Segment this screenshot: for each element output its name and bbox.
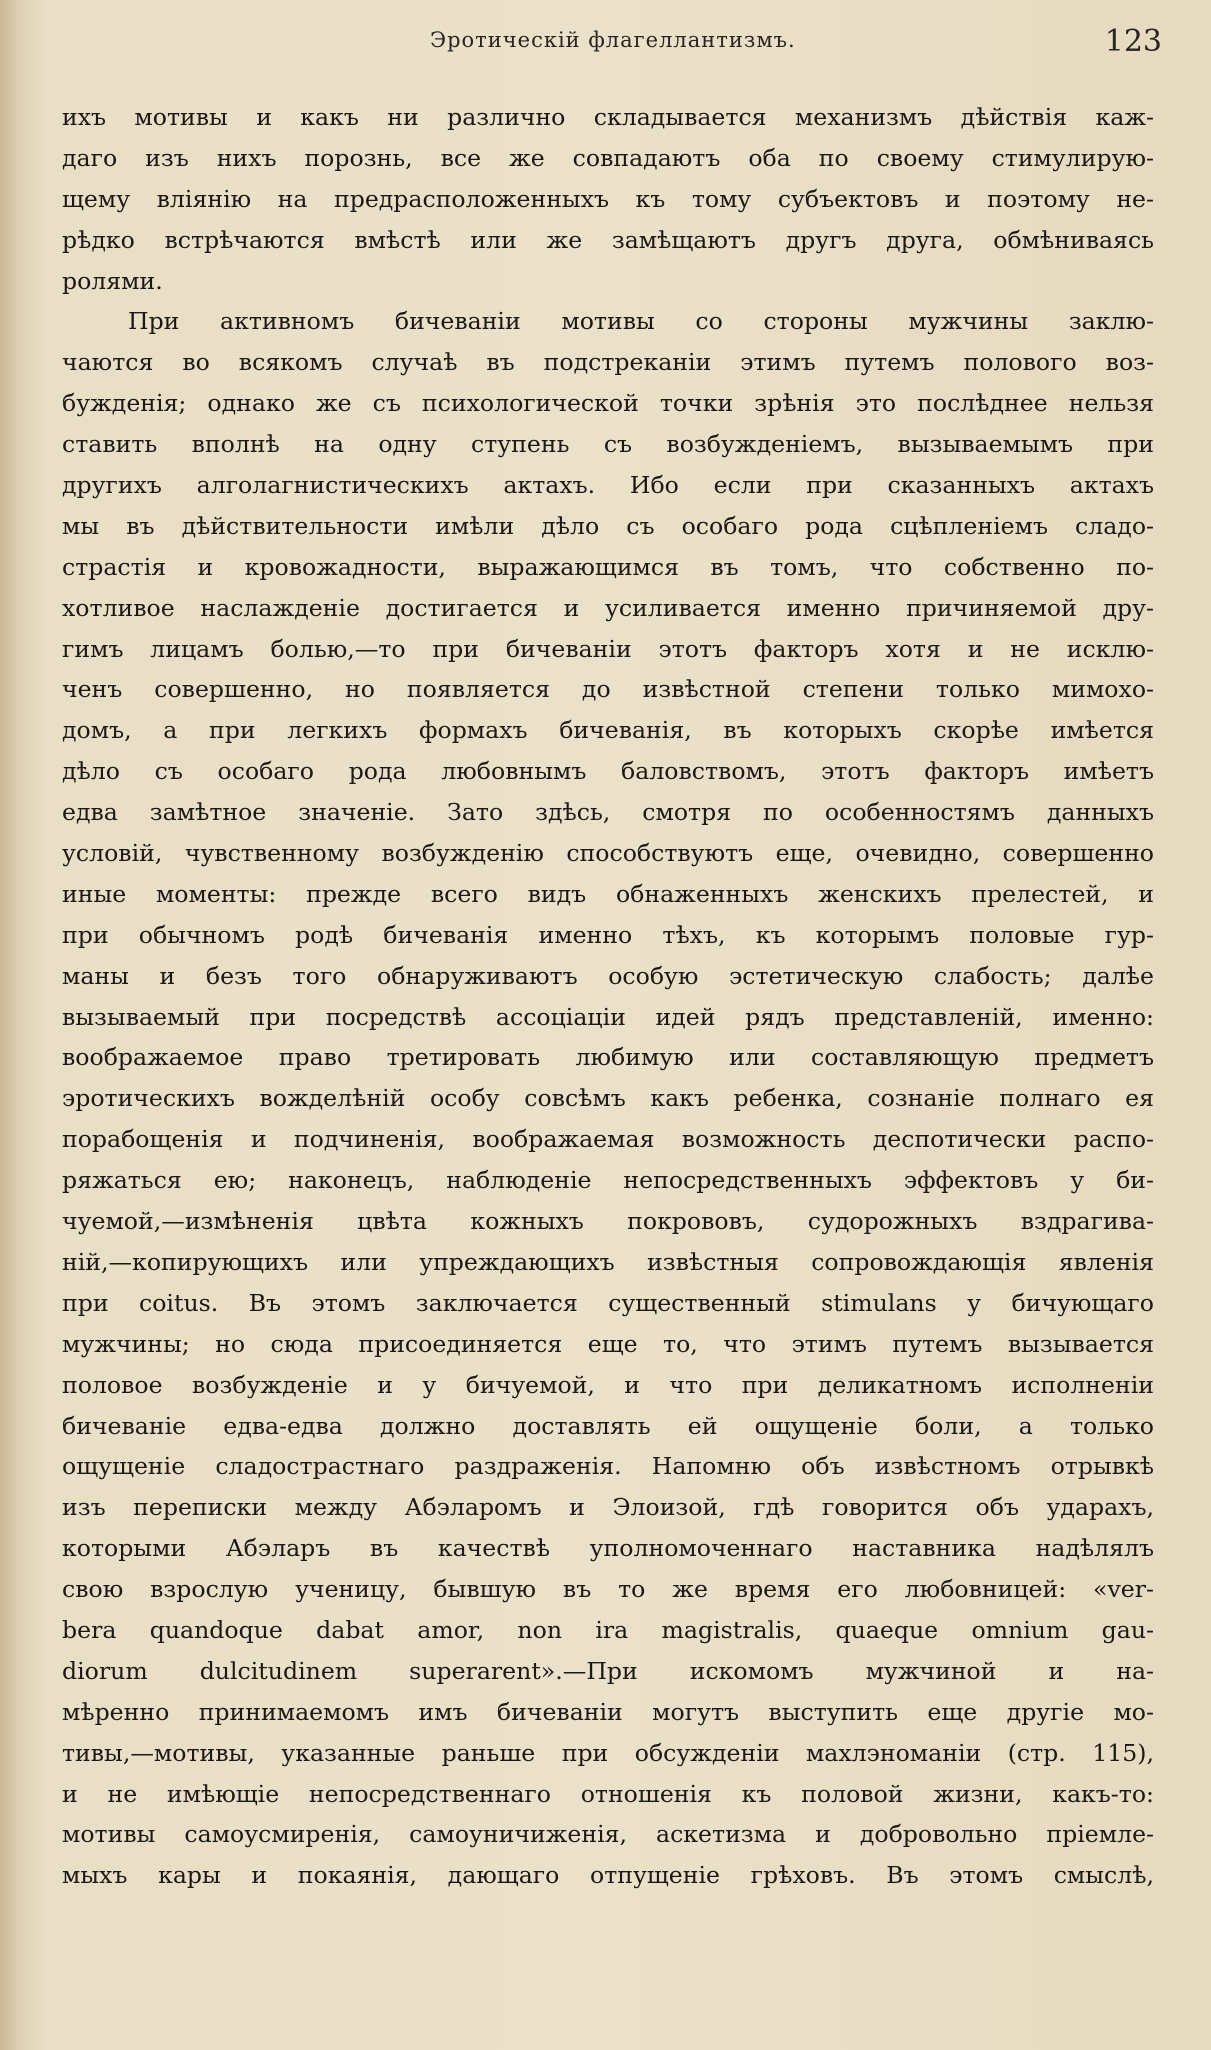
- text-line: едва замѣтное значеніе. Зато здѣсь, смотря по особенностямъ данныхъ: [62, 798, 1154, 827]
- body-text: [62, 97, 1154, 1896]
- text-line: ролями.: [62, 266, 163, 295]
- text-line: мыхъ кары и покаянія, дающаго отпущеніе грѣховъ. Въ этомъ смыслѣ,: [62, 1861, 1154, 1890]
- page-header: [60, 24, 1170, 64]
- text-line: изъ переписки между Абэларомъ и Элоизой, гдѣ говорится объ ударахъ,: [62, 1493, 1154, 1522]
- text-line: рѣдко встрѣчаются вмѣстѣ или же замѣщаютъ другъ друга, обмѣниваясь: [62, 225, 1154, 254]
- text-line: иные моменты: прежде всего видъ обнаженныхъ женскихъ прелестей, и: [62, 879, 1154, 908]
- text-line: чуемой,—измѣненія цвѣта кожныхъ покрововъ, судорожныхъ вздрагива-: [62, 1207, 1154, 1236]
- text-line: ставить вполнѣ на одну ступень съ возбужденіемъ, вызываемымъ при: [62, 430, 1154, 459]
- text-line: половое возбужденіе и у бичуемой, и что при деликатномъ исполненіи: [62, 1370, 1154, 1399]
- text-line: страстія и кровожадности, выражающимся въ томъ, что собственно по-: [62, 552, 1154, 581]
- text-line: другихъ алголагнистическихъ актахъ. Ибо если при сказанныхъ актахъ: [62, 471, 1154, 500]
- text-line: ощущеніе сладострастнаго раздраженія. Напомню объ извѣстномъ отрывкѣ: [62, 1452, 1154, 1481]
- text-line: При активномъ бичеваніи мотивы со стороны мужчины заклю-: [128, 307, 1154, 336]
- text-line: даго изъ нихъ порознь, все же совпадаютъ оба по своему стимулирую-: [62, 143, 1154, 172]
- text-line: мужчины; но сюда присоединяется еще то, что этимъ путемъ вызывается: [62, 1329, 1154, 1358]
- text-line: эротическихъ вожделѣній особу совсѣмъ какъ ребенка, сознаніе полнаго ея: [62, 1084, 1154, 1113]
- text-line: порабощенія и подчиненія, воображаемая возможность деспотически распо-: [62, 1125, 1154, 1154]
- page-number: 123: [1104, 24, 1162, 59]
- text-line: которыми Абэларъ въ качествѣ уполномоченнаго наставника надѣлялъ: [62, 1534, 1154, 1563]
- text-line: хотливое наслажденіе достигается и усиливается именно причиняемой дру-: [62, 593, 1154, 622]
- text-line: ній,—копирующихъ или упреждающихъ извѣстныя сопровождающія явленія: [62, 1247, 1154, 1276]
- text-line: свою взрослую ученицу, бывшую въ то же время его любовницей: «ver-: [62, 1575, 1154, 1604]
- text-line: мотивы самоусмиренія, самоуничиженія, аскетизма и добровольно пріемле-: [62, 1820, 1154, 1849]
- text-line: и не имѣющіе непосредственнаго отношенія къ половой жизни, какъ-то:: [62, 1779, 1154, 1808]
- text-line: дѣло съ особаго рода любовнымъ баловствомъ, этотъ факторъ имѣетъ: [62, 757, 1154, 786]
- text-line: ченъ совершенно, но появляется до извѣстной степени только мимохо-: [62, 675, 1154, 704]
- text-line: маны и безъ того обнаруживаютъ особую эстетическую слабость; далѣе: [62, 961, 1154, 990]
- text-line: воображаемое право третировать любимую или составляющую предметъ: [62, 1043, 1154, 1072]
- text-line: ихъ мотивы и какъ ни различно складывается механизмъ дѣйствія каж-: [62, 103, 1154, 131]
- text-line: мы въ дѣйствительности имѣли дѣло съ особаго рода сцѣпленіемъ сладо-: [62, 511, 1154, 540]
- text-line: при coitus. Въ этомъ заключается существенный stimulans у бичующаго: [62, 1288, 1154, 1317]
- text-line: при обычномъ родѣ бичеванія именно тѣхъ, къ которымъ половые гур-: [62, 920, 1154, 949]
- text-line: бужденія; однако же съ психологической точки зрѣнія это послѣднее нельзя: [62, 389, 1154, 418]
- text-line: условій, чувственному возбужденію способствуютъ еще, очевидно, совершенно: [62, 839, 1154, 868]
- text-line: ряжаться ею; наконецъ, наблюденіе непосредственныхъ эффектовъ у би-: [62, 1166, 1154, 1195]
- running-head: Эротическій флагеллантизмъ.: [430, 28, 796, 52]
- text-line: вызываемый при посредствѣ ассоціаціи идей рядъ представленій, именно:: [62, 1002, 1154, 1031]
- text-line: домъ, а при легкихъ формахъ бичеванія, въ которыхъ скорѣе имѣется: [62, 716, 1154, 745]
- text-line: чаются во всякомъ случаѣ въ подстреканіи этимъ путемъ полового воз-: [62, 348, 1154, 377]
- text-line: bera quandoque dabat amor, non ira magistralis, quaeque omnium gau-: [62, 1615, 1154, 1644]
- text-line: diorum dulcitudinem superarent».—При искомомъ мужчиной и на-: [62, 1656, 1154, 1685]
- text-line: щему вліянію на предрасположенныхъ къ тому субъектовъ и поэтому не-: [62, 184, 1154, 213]
- text-line: мѣренно принимаемомъ имъ бичеваніи могутъ выступить еще другіе мо-: [62, 1697, 1154, 1726]
- text-line: гимъ лицамъ болью,—то при бичеваніи этотъ факторъ хотя и не исклю-: [62, 634, 1154, 663]
- text-line: тивы,—мотивы, указанные раньше при обсужденіи махлэноманіи (стр. 115),: [62, 1738, 1154, 1767]
- text-line: бичеваніе едва-едва должно доставлять ей ощущеніе боли, а только: [62, 1411, 1154, 1440]
